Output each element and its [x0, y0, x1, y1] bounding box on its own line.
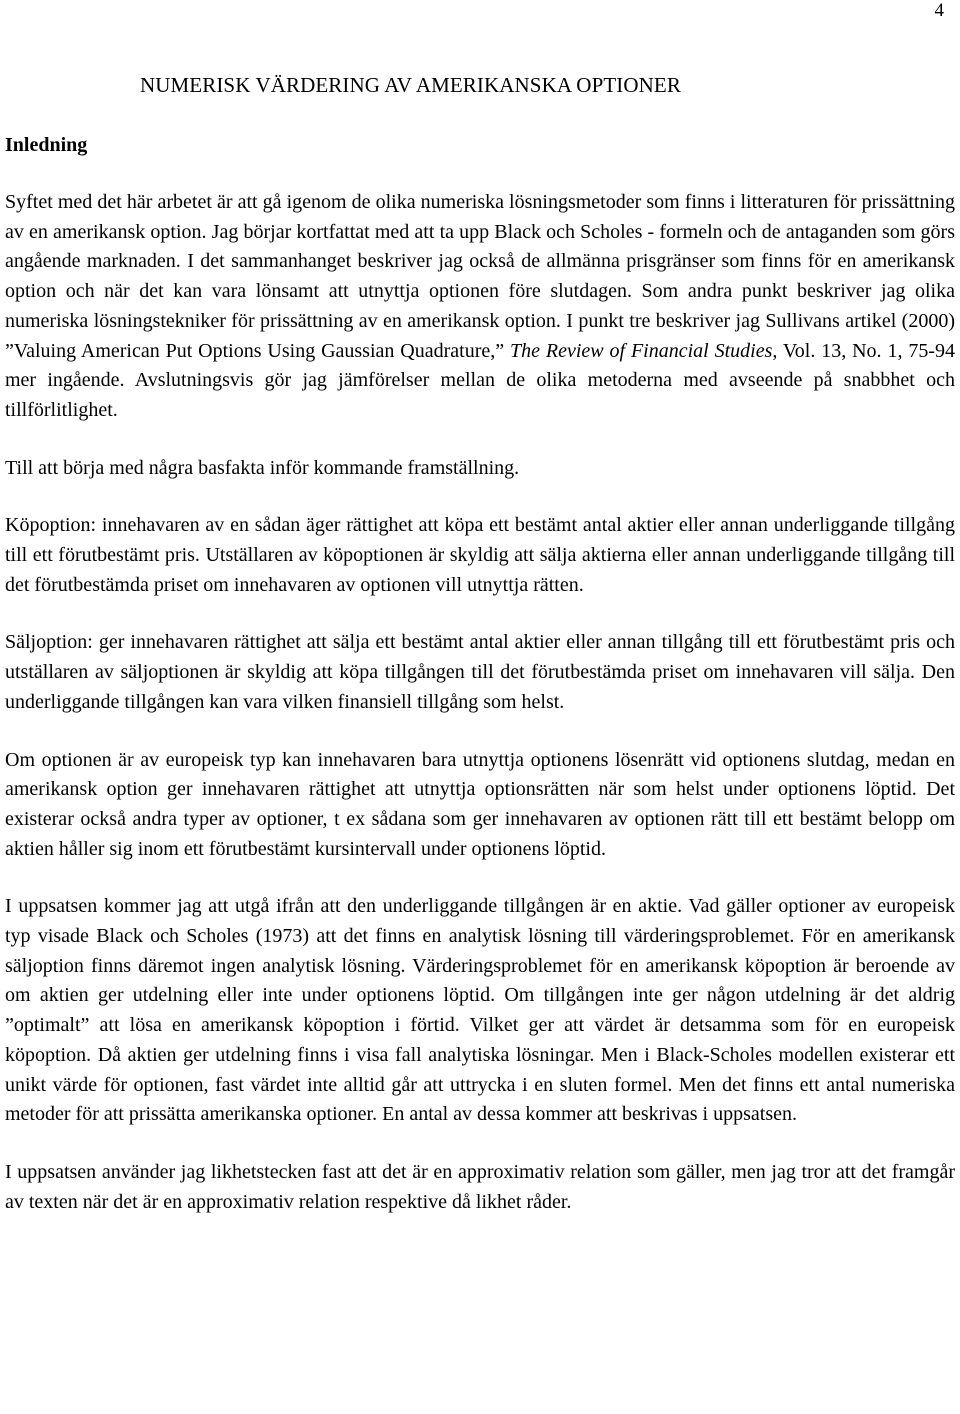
paragraph-approximation-note	[5, 1158, 955, 1217]
paragraph-text: Syftet med det här arbetet är att gå igenom de olika numeriska lösningsmetoder som finns i litteraturen för prissättning av en amerikansk option. Jag börjar kortfattat med att ta upp Black och Scholes - formeln och de antaganden som görs angående marknaden. I det sammanhanget beskriver jag också de allmänna prisgränser som finns för en amerikansk option och när det kan vara lönsamt att utnyttja optionen före slutdagen. Som andra punkt beskriver jag olika numeriska lösningstekniker för prissättning av en amerikansk option. I punkt tre beskriver jag Sullivans artikel (2000) ”Valuing American Put Options Using Gaussian Quadrature,”	[5, 191, 955, 362]
paragraph-text: Om optionen är av europeisk typ kan innehavaren bara utnyttja optionens lösenrätt vid optionens slutdag, medan en amerikansk option ger innehavaren rättighet att utnyttja optionsrätten när som helst under optionens löptid. Det existerar också andra typer av optioner, t ex sådana som ger innehavaren av optionen rätt till ett bestämt belopp om aktien håller sig inom ett förutbestämt kursintervall under optionens löptid.	[5, 748, 955, 860]
document-title: NUMERISK VÄRDERING AV AMERIKANSKA OPTIONER	[140, 73, 681, 97]
section-heading: Inledning	[5, 134, 88, 156]
body-text	[5, 188, 955, 1245]
paragraph-put-option	[5, 628, 955, 717]
page-number: 4	[934, 0, 944, 21]
paragraph-text: Till att börja med några basfakta inför kommande framställning.	[5, 456, 520, 479]
paragraph-intro-purpose	[5, 188, 955, 426]
paragraph-call-option	[5, 511, 955, 600]
paragraph-basic-facts	[5, 454, 955, 484]
paragraph-european-american	[5, 746, 955, 865]
paragraph-text: , Vol. 13, No. 1, 75-94 mer ingående. Avslutningsvis gör jag jämförelser mellan de olika metoderna med avseende på snabbhet och tillförlitlighet.	[5, 339, 955, 421]
paragraph-text: I uppsatsen använder jag likhetstecken fast att det är en approximativ relation som gäller, men jag tror att det framgår av texten när det är en approximativ relation respektive då likhet råder.	[5, 1160, 955, 1213]
paragraph-text: Säljoption: ger innehavaren rättighet att sälja ett bestämt antal aktier eller annan tillgång till ett förutbestämt pris och utställaren av säljoptionen är skyldig att köpa tillgången till det förutbestämda priset om innehavaren vill sälja. Den underliggande tillgången kan vara vilken finansiell tillgång som helst.	[5, 631, 955, 713]
journal-title-italic: The Review of Financial Studies	[510, 339, 773, 362]
paragraph-text: I uppsatsen kommer jag att utgå ifrån att den underliggande tillgången är en aktie. Vad gäller optioner av europeisk typ visade Black och Scholes (1973) att det finns en analytisk lösning till värderingsproblemet. För en amerikansk säljoption finns däremot ingen analytisk lösning. Värderingsproblemet för en amerikansk köpoption är beroende av om aktien ger utdelning eller inte under optionens löptid. Om tillgången inte ger någon utdelning är det aldrig ”optimalt” att lösa en amerikansk köpoption i förtid. Vilket ger att värdet är detsamma som för en europeisk köpoption. Då aktien ger utdelning finns i visa fall analytiska lösningar. Men i Black-Scholes modellen existerar ett unikt värde för optionen, fast värdet inte alltid går att uttrycka i en sluten formel. Men det finns ett antal numeriska metoder för att prissätta amerikanska optioner. En antal av dessa kommer att beskrivas i uppsatsen.	[5, 895, 955, 1126]
paragraph-underlying-stock	[5, 892, 955, 1130]
paragraph-text: Köpoption: innehavaren av en sådan äger rättighet att köpa ett bestämt antal aktier eller annan underliggande tillgång till ett förutbestämt pris. Utställaren av köpoptionen är skyldig att sälja aktierna eller annan underliggande tillgång till det förutbestämda priset om innehavaren av optionen vill utnyttja rätten.	[5, 514, 955, 596]
